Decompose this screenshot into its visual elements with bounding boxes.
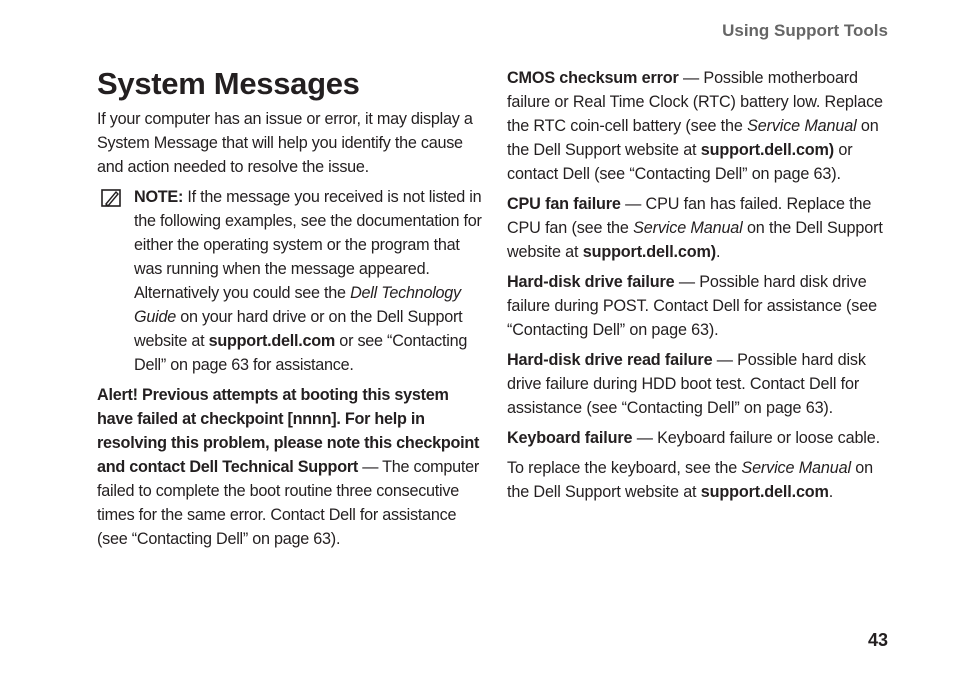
hdd-read-failure-description: — Possible hard disk drive failure during HDD boot test. Contact Dell for assistance (see “Contacting Dell” on page 63). (507, 351, 866, 417)
keyboard-failure-description: — Keyboard failure or loose cable. (632, 429, 880, 447)
cpu-fan-support-link[interactable]: support.dell.com) (582, 243, 716, 261)
replace-keyboard-paragraph (507, 456, 899, 504)
hdd-failure-entry (507, 270, 899, 342)
note-support-link[interactable]: support.dell.com (208, 332, 336, 350)
cmos-support-link[interactable]: support.dell.com) (700, 141, 835, 159)
note-guide-title: Dell Technology Guide (134, 284, 461, 326)
keyboard-failure-entry (507, 426, 899, 450)
note-text-2: on your hard drive or on the Dell Support website at (134, 308, 463, 350)
note-text (134, 185, 487, 377)
hdd-failure-description: — Possible hard disk drive failure during POST. Contact Dell for assistance (see “Contacting Dell” on page 63). (507, 273, 877, 339)
replace-keyboard-manual-title: Service Manual (741, 459, 851, 477)
cpu-fan-text-1: — CPU fan has failed. Replace the CPU fan (see the (507, 195, 872, 237)
cpu-fan-text-2: on the Dell Support website at (507, 219, 883, 261)
hdd-read-failure-term: Hard-disk drive read failure (507, 351, 713, 369)
note-pencil-icon (101, 189, 121, 207)
hdd-failure-term: Hard-disk drive failure (507, 273, 675, 291)
replace-keyboard-text-2: on the Dell Support website at (507, 459, 873, 501)
note-text-3: or see “Contacting Dell” on page 63 for assistance. (134, 332, 468, 374)
replace-keyboard-text-3: . (828, 483, 834, 501)
cmos-manual-title: Service Manual (747, 117, 857, 135)
alert-term: Alert! Previous attempts at booting this system have failed at checkpoint [nnnn]. For help in resolving this problem, please note this checkpoint and contact Dell Technical Support (97, 386, 480, 476)
hdd-read-failure-entry (507, 348, 899, 420)
page-number: 43 (867, 630, 888, 650)
keyboard-failure-term: Keyboard failure (507, 429, 633, 447)
intro-paragraph: If your computer has an issue or error, it may display a System Message that will help you identify the cause and action needed to resolve the issue. (97, 110, 473, 176)
right-column (507, 66, 899, 510)
left-column (97, 66, 487, 557)
alert-entry (97, 383, 487, 551)
note-label: NOTE: (134, 188, 184, 206)
cmos-text-3: or contact Dell (see “Contacting Dell” on page 63). (507, 141, 853, 183)
page-title: System Messages (97, 66, 360, 101)
running-header: Using Support Tools (722, 21, 888, 40)
cpu-fan-term: CPU fan failure (507, 195, 621, 213)
replace-keyboard-support-link[interactable]: support.dell.com (700, 483, 829, 501)
cmos-term: CMOS checksum error (507, 69, 679, 87)
replace-keyboard-text-1: To replace the keyboard, see the (507, 459, 742, 477)
note-text-1: If the message you received is not listed in the following examples, see the documentation for either the operating system or the program that was running when the message appeared. Alternatively you could see the (134, 188, 482, 302)
cpu-fan-text-3: . (715, 243, 721, 261)
cmos-text-2: on the Dell Support website at (507, 117, 879, 159)
cmos-entry (507, 66, 899, 186)
cpu-fan-entry (507, 192, 899, 264)
alert-description: — The computer failed to complete the boot routine three consecutive times for the same error. Contact Dell for assistance (see “Contacting Dell” on page 63). (97, 458, 480, 548)
cmos-text-1: — Possible motherboard failure or Real Time Clock (RTC) battery low. Replace the RTC coin-cell battery (see the (507, 69, 883, 135)
note-block (97, 185, 487, 377)
cpu-fan-manual-title: Service Manual (633, 219, 743, 237)
